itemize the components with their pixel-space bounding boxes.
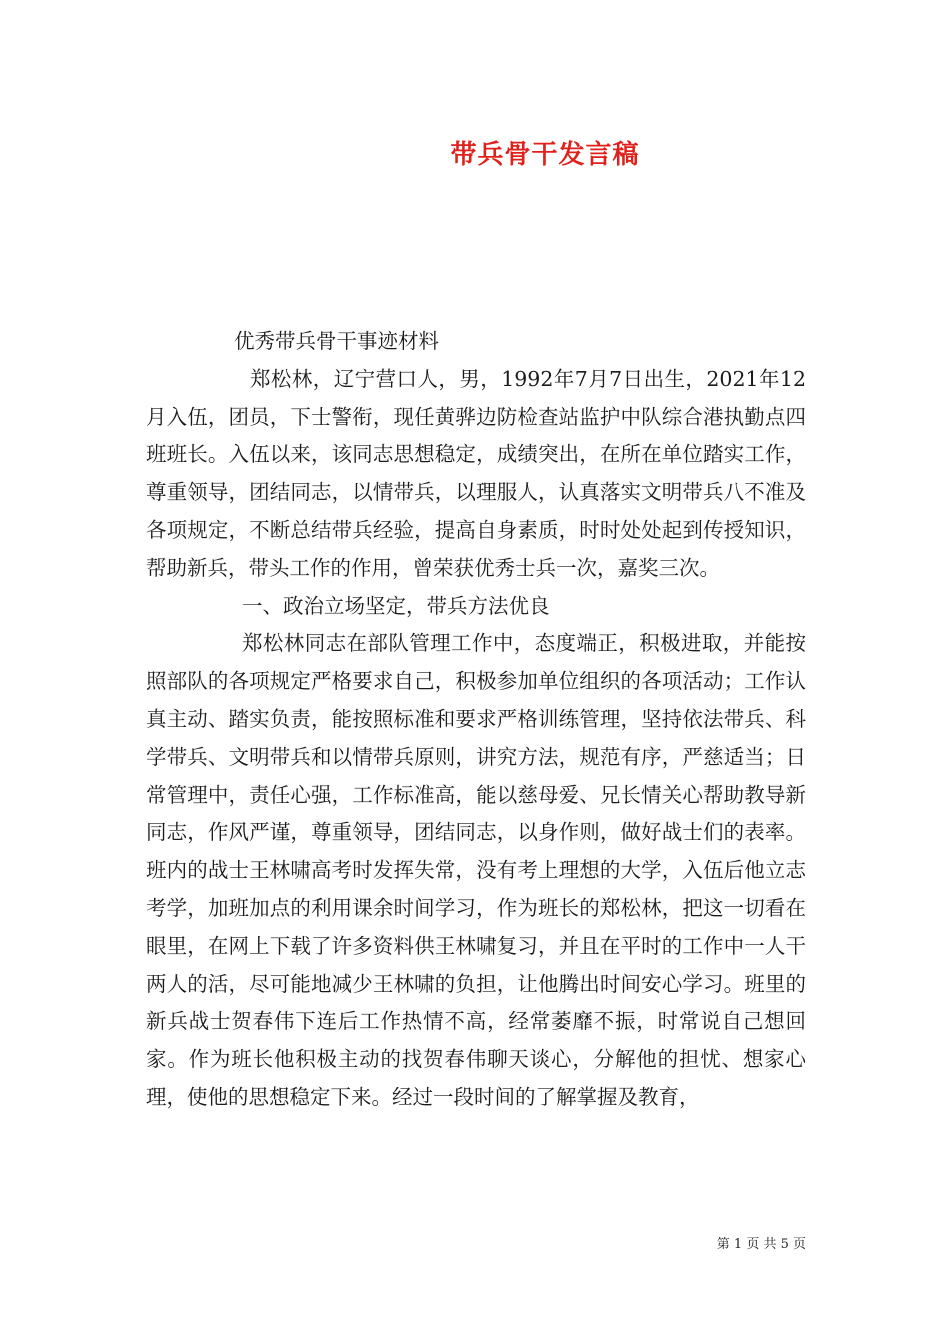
- paragraph-section-one: 郑松林同志在部队管理工作中，态度端正，积极进取，并能按照部队的各项规定严格要求自己，积极参加单位组织的各项活动；工作认真主动、踏实负责，能按照标准和要求严格训练管理，坚持依法带兵、科学带兵、文明带兵和以情带兵原则，讲究方法，规范有序，严慈适当；日常管理中，责任心强，工作标准高，能以慈母爱、兄长情关心帮助教导新同志，作风严谨，尊重领导，团结同志，以身作则，做好战士们的表率。班内的战士王林啸高考时发挥失常，没有考上理想的大学，入伍后他立志考学，加班加点的利用课余时间学习，作为班长的郑松林，把这一切看在眼里，在网上下载了许多资料供王林啸复习，并且在平时的工作中一人干两人的活，尽可能地减少王林啸的负担，让他腾出时间安心学习。班里的新兵战士贺春伟下连后工作热情不高，经常萎靡不振，时常说自己想回家。作为班长他积极主动的找贺春伟聊天谈心，分解他的担忧、想家心理，使他的思想稳定下来。经过一段时间的了解掌握及教育，: [146, 631, 806, 1109]
- page-number: 第 1 页 共 5 页: [716, 1237, 806, 1252]
- document-title: 带兵骨干发言稿: [450, 140, 640, 170]
- section-heading-one: 一、政治立场坚定，带兵方法优良: [242, 593, 550, 618]
- document-body: [146, 323, 806, 1117]
- paragraph-profile: 郑松林，辽宁营口人，男，1992年7月7日出生，2021年12月入伍，团员，下士警衔，现任黄骅边防检查站监护中队综合港执勤点四班班长。入伍以来，该同志思想稳定，成绩突出，在所在单位踏实工作，尊重领导，团结同志，以情带兵，以理服人，认真落实文明带兵八不准及各项规定，不断总结带兵经验，提高自身素质，时时处处起到传授知识，帮助新兵，带头工作的作用，曾荣获优秀士兵一次，嘉奖三次。: [146, 366, 806, 580]
- section-heading: 优秀带兵骨干事迹材料: [234, 329, 439, 353]
